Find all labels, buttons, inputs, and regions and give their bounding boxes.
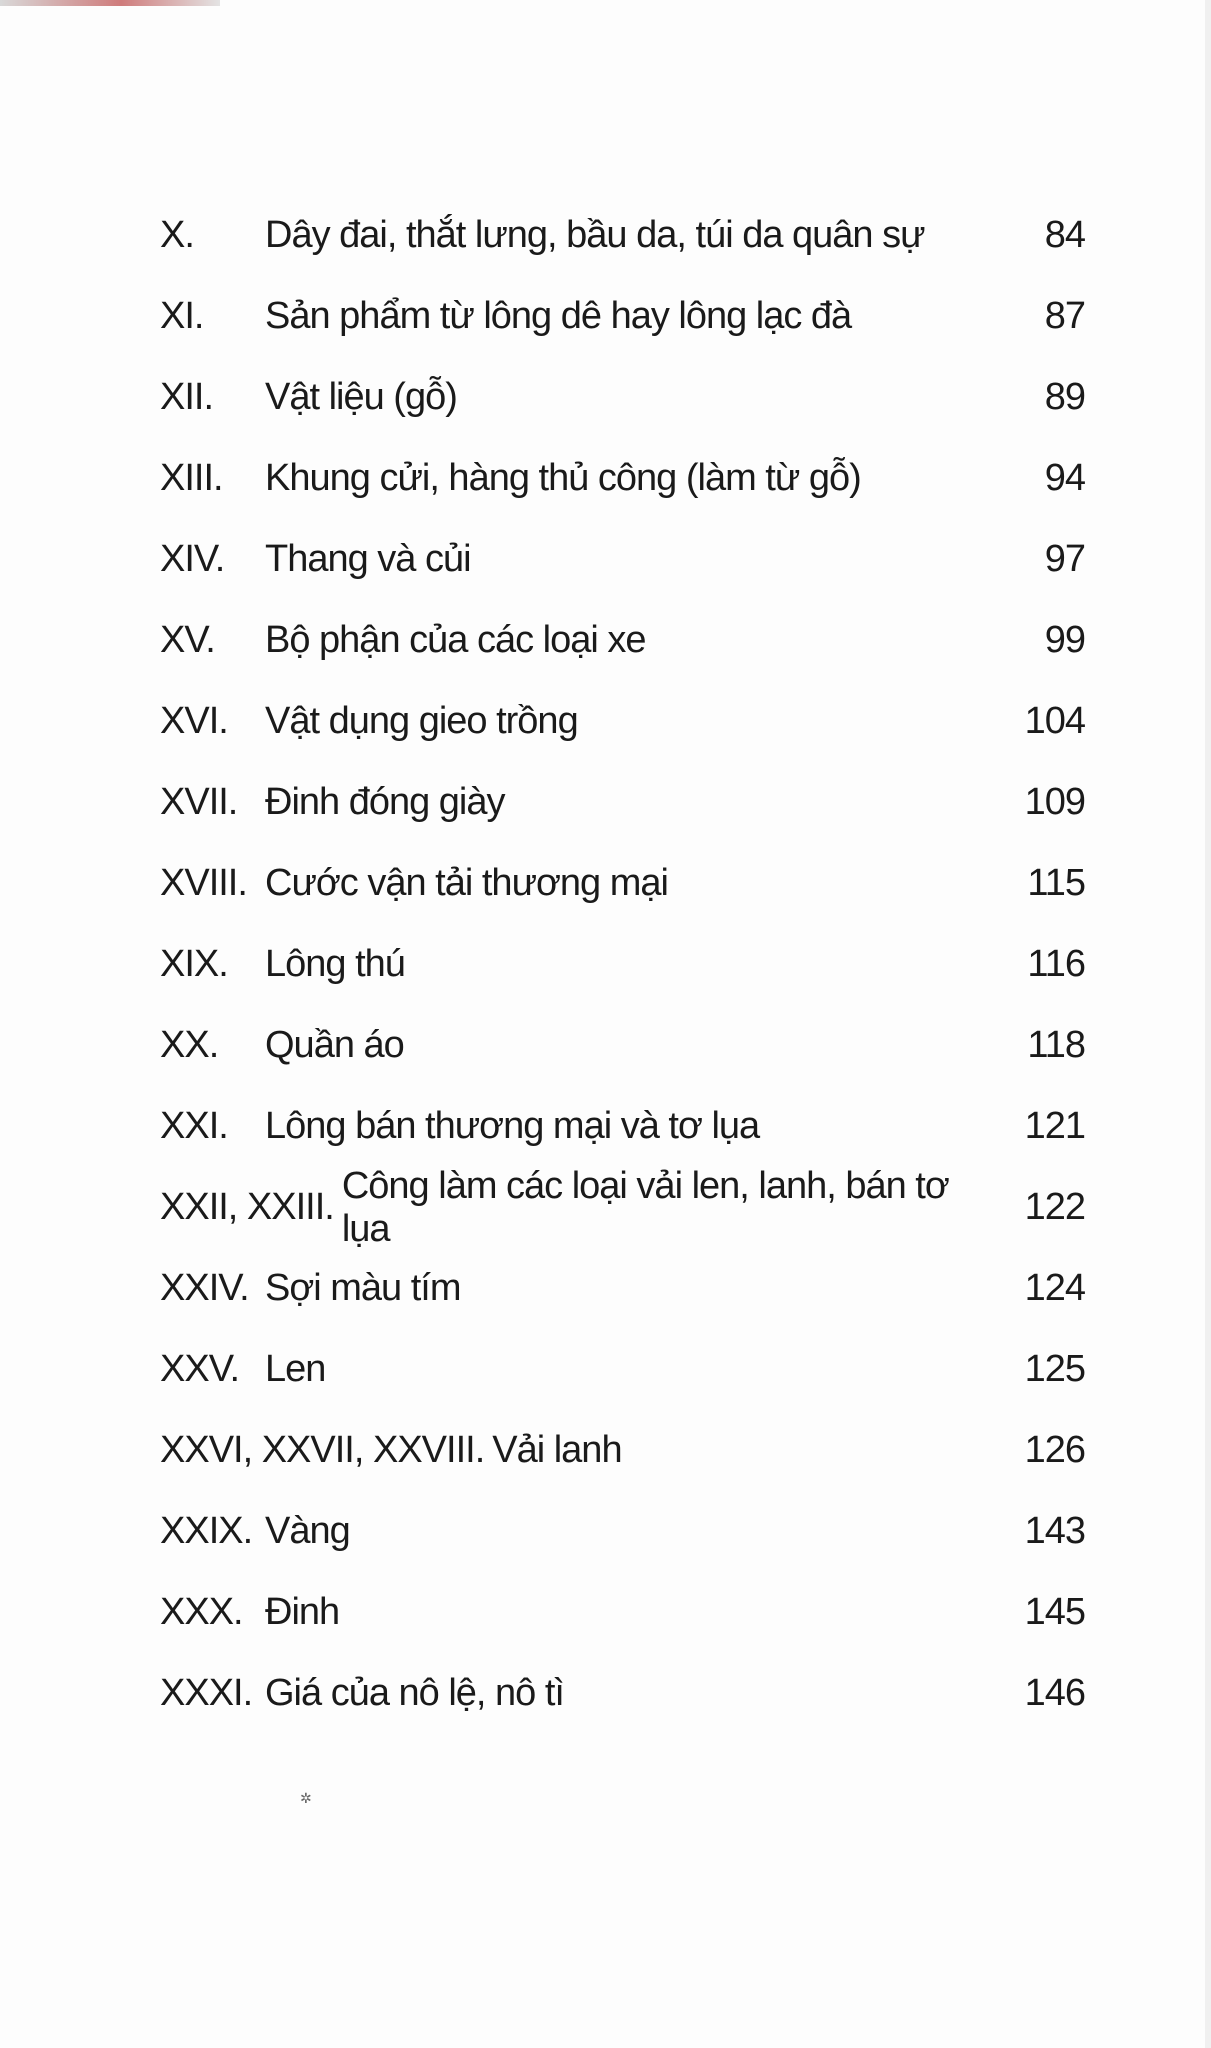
toc-title: Sợi màu tím [265, 1267, 461, 1309]
toc-page: 145 [1024, 1591, 1085, 1633]
toc-row [160, 681, 1085, 762]
toc-title: Công làm các loại vải len, lanh, bán tơ lụa [341, 1164, 949, 1250]
toc-title: Đinh [265, 1591, 340, 1633]
toc-number: XVII. [160, 781, 238, 823]
toc-page: 124 [1024, 1267, 1085, 1309]
toc-title: Len [265, 1348, 326, 1390]
toc-number: XXI. [160, 1105, 228, 1147]
toc-number: XXIX. [160, 1510, 253, 1552]
toc-title: Giá của nô lệ, nô tì [265, 1672, 564, 1714]
toc-row [160, 519, 1085, 600]
toc-page: 126 [1024, 1429, 1085, 1471]
toc-number: XIII. [160, 457, 223, 499]
toc-number: XVI. [160, 700, 228, 742]
toc-page: 115 [1027, 862, 1085, 904]
toc-page: 125 [1024, 1348, 1085, 1390]
toc-page: 87 [1044, 295, 1085, 337]
toc-row [160, 600, 1085, 681]
toc-page: 99 [1044, 619, 1085, 661]
toc-row [160, 1086, 1085, 1167]
toc-number: XII. [160, 376, 214, 418]
toc-row [160, 1572, 1085, 1653]
toc-title: Quần áo [265, 1024, 404, 1066]
toc-page: 97 [1044, 538, 1085, 580]
toc-page: 89 [1044, 376, 1085, 418]
toc-title: Vải lanh [492, 1429, 622, 1471]
toc-page: 84 [1044, 214, 1085, 256]
toc-page: 122 [1024, 1186, 1085, 1228]
table-of-contents [160, 195, 1085, 1734]
toc-title: Đinh đóng giày [265, 781, 505, 823]
toc-row [160, 1005, 1085, 1086]
toc-title: Dây đai, thắt lưng, bầu da, túi da quân sự [265, 214, 925, 256]
toc-number: XV. [160, 619, 215, 661]
toc-row [160, 1653, 1085, 1734]
toc-title: Lông bán thương mại và tơ lụa [265, 1105, 760, 1147]
toc-row [160, 438, 1085, 519]
toc-page: 143 [1024, 1510, 1085, 1552]
toc-number: XXII, XXIII. [160, 1186, 334, 1228]
toc-number: XVIII. [160, 862, 247, 904]
toc-row [160, 1329, 1085, 1410]
toc-title: Bộ phận của các loại xe [265, 619, 646, 661]
toc-number: XIV. [160, 538, 225, 580]
toc-row [160, 1164, 1085, 1250]
scan-edge-mark [0, 0, 220, 6]
toc-row [160, 357, 1085, 438]
toc-row [160, 843, 1085, 924]
page-edge-shadow [1205, 0, 1211, 2048]
toc-number: XXVI, XXVII, XXVIII. [160, 1429, 485, 1471]
toc-number: XXXI. [160, 1672, 253, 1714]
toc-row [160, 762, 1085, 843]
toc-row [160, 195, 1085, 276]
toc-row [160, 1491, 1085, 1572]
toc-page: 116 [1027, 943, 1085, 985]
toc-number: XXX. [160, 1591, 243, 1633]
toc-number: X. [160, 214, 194, 256]
toc-row [160, 276, 1085, 357]
toc-title: Thang và củi [265, 538, 471, 580]
ink-speck: ✲ [300, 1790, 312, 1806]
toc-page: 146 [1024, 1672, 1085, 1714]
toc-row [160, 924, 1085, 1005]
toc-title: Cước vận tải thương mại [265, 862, 668, 904]
toc-number: XI. [160, 295, 204, 337]
toc-title: Vật liệu (gỗ) [265, 376, 457, 418]
toc-page: 94 [1044, 457, 1085, 499]
toc-title: Lông thú [265, 943, 405, 985]
toc-row [160, 1410, 1085, 1491]
toc-page: 118 [1027, 1024, 1085, 1066]
toc-row [160, 1248, 1085, 1329]
toc-number: XXV. [160, 1348, 240, 1390]
toc-title: Vật dụng gieo trồng [265, 700, 578, 742]
toc-title: Sản phẩm từ lông dê hay lông lạc đà [265, 295, 852, 337]
toc-number: XXIV. [160, 1267, 249, 1309]
toc-page: 121 [1024, 1105, 1085, 1147]
toc-number: XX. [160, 1024, 219, 1066]
toc-page: 104 [1024, 700, 1085, 742]
toc-title: Khung cửi, hàng thủ công (làm từ gỗ) [265, 457, 861, 499]
toc-page: 109 [1024, 781, 1085, 823]
toc-title: Vàng [265, 1510, 350, 1552]
toc-number: XIX. [160, 943, 228, 985]
